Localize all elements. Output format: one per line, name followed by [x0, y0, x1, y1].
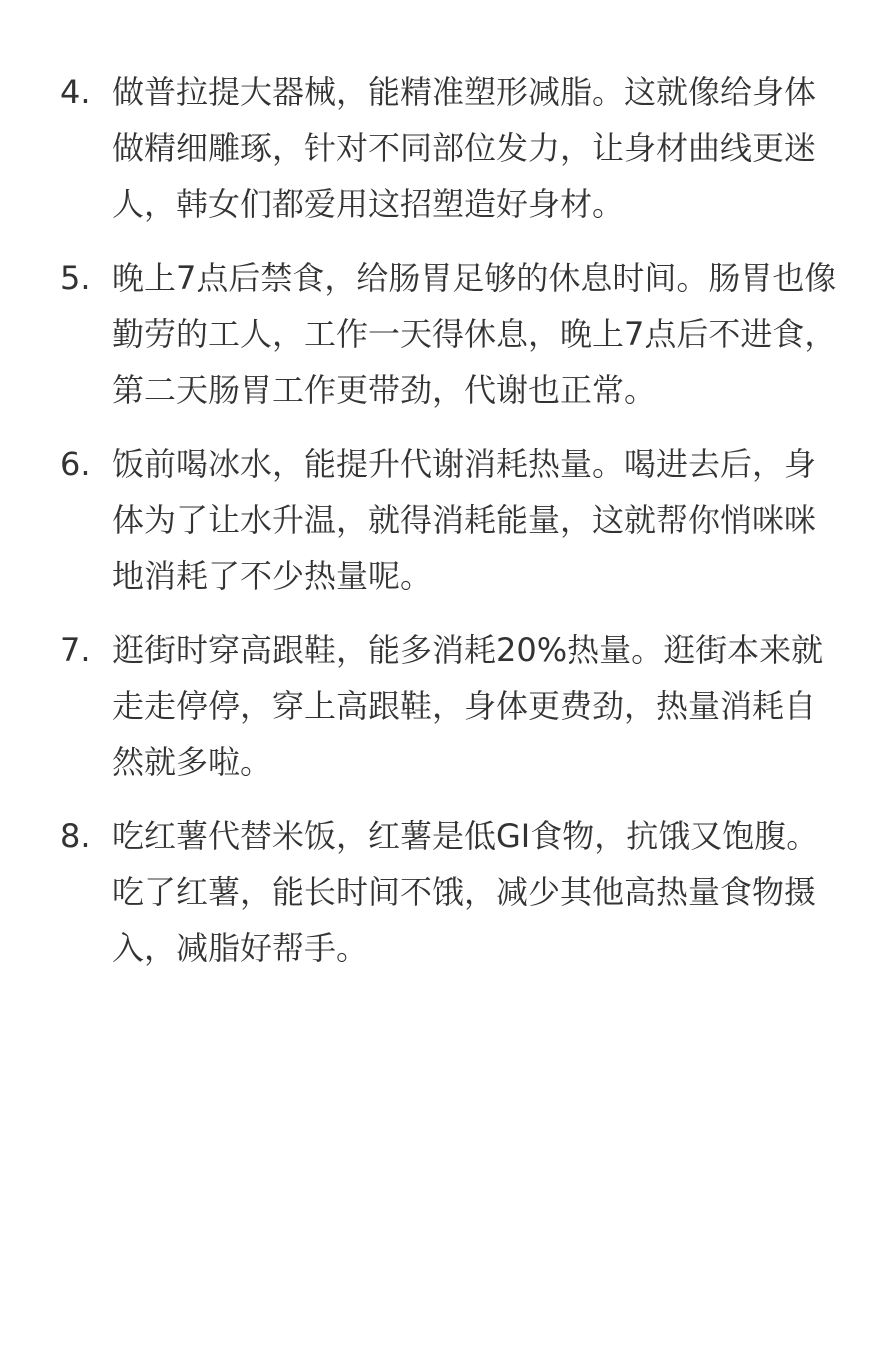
tips-list	[60, 64, 840, 976]
list-item-number: 6.	[60, 445, 91, 483]
list-item	[60, 436, 840, 604]
list-item-number: 8.	[60, 817, 91, 855]
list-item	[60, 250, 840, 418]
list-item	[60, 64, 840, 232]
list-item-text: 吃红薯代替米饭，红薯是低GI食物，抗饿又饱腹。吃了红薯，能长时间不饿，减少其他高热量食物摄入，减脂好帮手。	[112, 817, 819, 967]
list-item-text: 逛街时穿高跟鞋，能多消耗20%热量。逛街本来就走走停停，穿上高跟鞋，身体更费劲，热量消耗自然就多啦。	[112, 631, 824, 781]
list-item-text: 做普拉提大器械，能精准塑形减脂。这就像给身体做精细雕琢，针对不同部位发力，让身材曲线更迷人，韩女们都爱用这招塑造好身材。	[112, 73, 817, 223]
list-item-text: 饭前喝冰水，能提升代谢消耗热量。喝进去后，身体为了让水升温，就得消耗能量，这就帮你悄咪咪地消耗了不少热量呢。	[112, 445, 817, 595]
list-item	[60, 622, 840, 790]
list-item-number: 4.	[60, 73, 91, 111]
list-item-number: 5.	[60, 259, 91, 297]
list-item	[60, 808, 840, 976]
list-item-text: 晚上7点后禁食，给肠胃足够的休息时间。肠胃也像勤劳的工人，工作一天得休息，晚上7点后不进食，第二天肠胃工作更带劲，代谢也正常。	[112, 259, 837, 409]
list-item-number: 7.	[60, 631, 91, 669]
